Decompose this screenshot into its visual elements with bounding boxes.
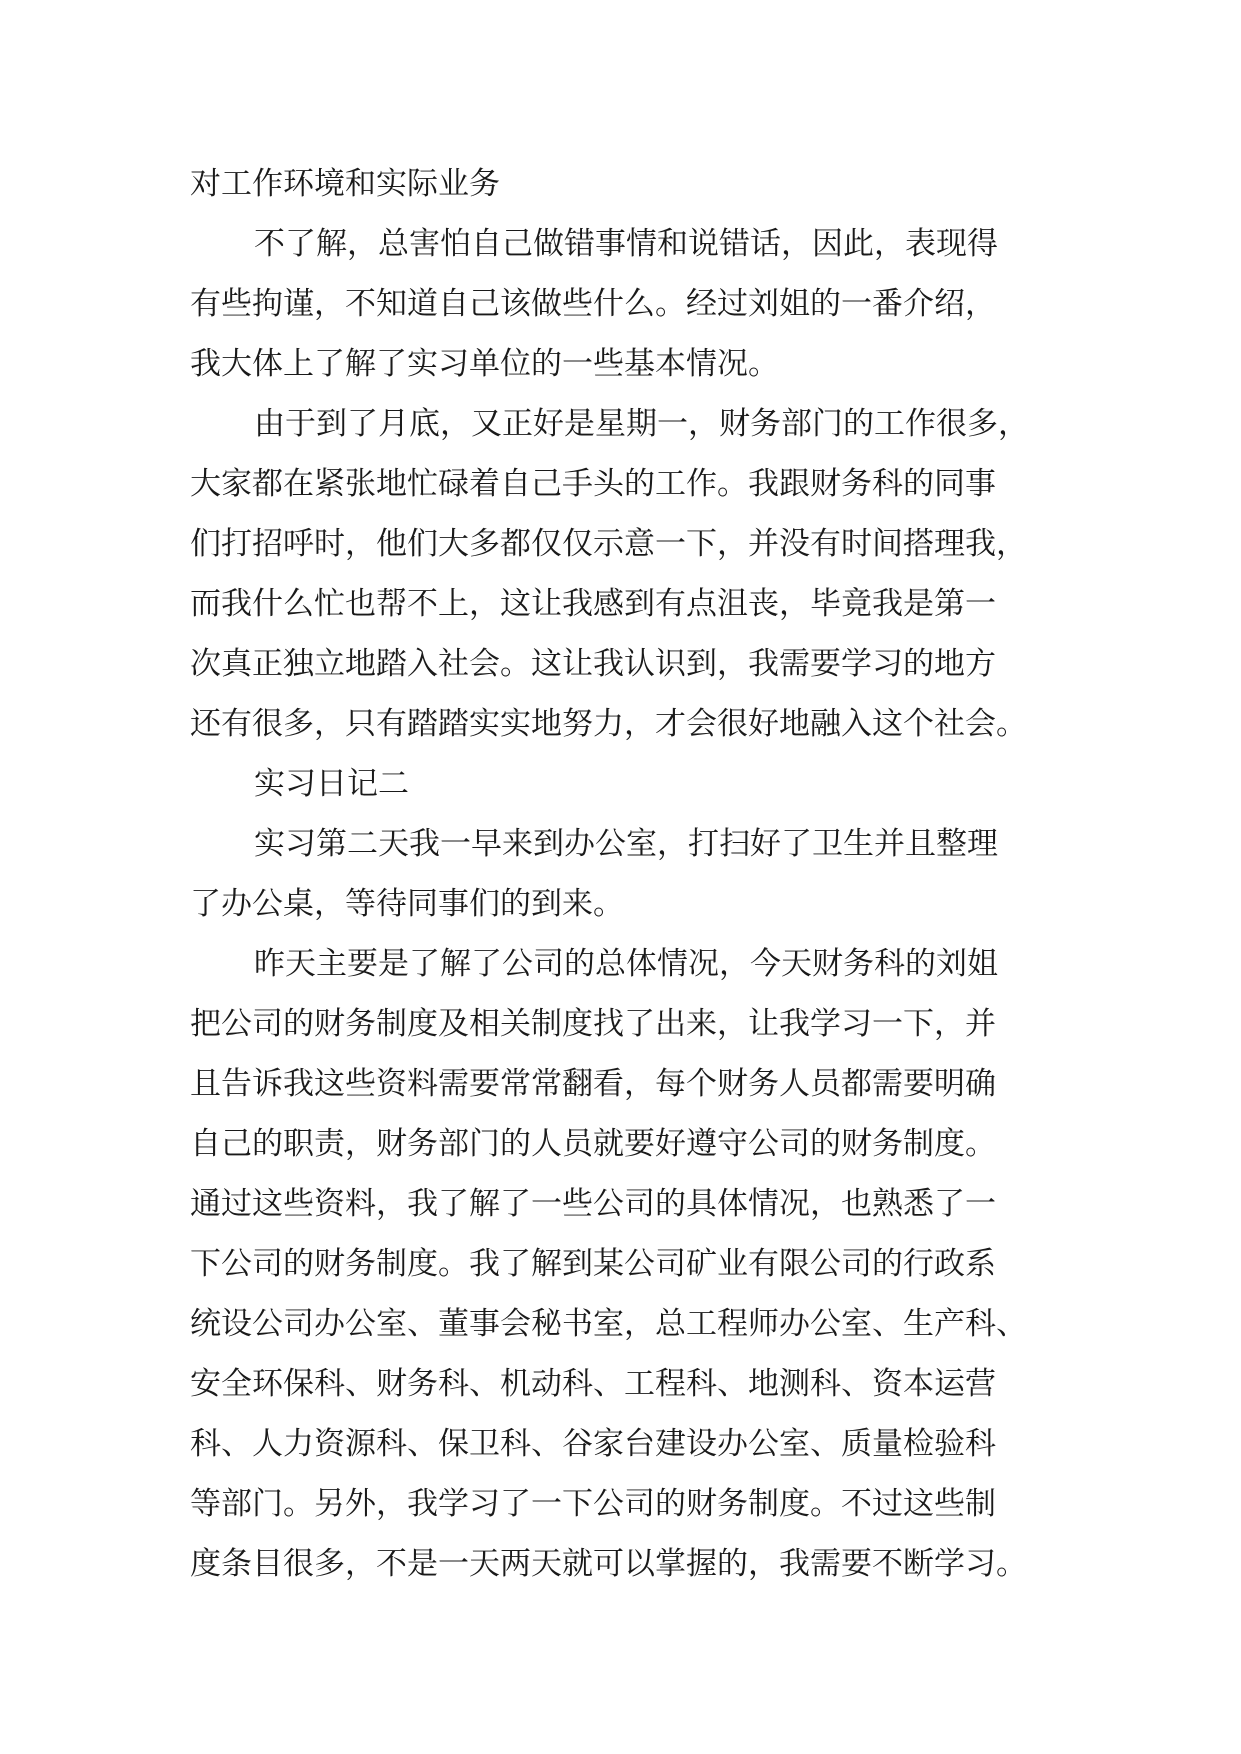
paragraph-first-line: 昨天主要是了解了公司的总体情况，今天财务科的刘姐 — [254, 946, 998, 982]
text-line: 有些拘谨，不知道自己该做些什么。经过刘姐的一番介绍， — [190, 286, 996, 322]
text-line: 下公司的财务制度。我了解到某公司矿业有限公司的行政系 — [190, 1246, 996, 1282]
text-line: 把公司的财务制度及相关制度找了出来，让我学习一下，并 — [190, 1006, 996, 1042]
body-text — [190, 154, 1070, 1594]
text-line: 们打招呼时，他们大多都仅仅示意一下，并没有时间搭理我， — [190, 526, 1027, 562]
text-line: 安全环保科、财务科、机动科、工程科、地测科、资本运营 — [190, 1366, 996, 1402]
text-line: 次真正独立地踏入社会。这让我认识到，我需要学习的地方 — [190, 646, 996, 682]
text-line: 而我什么忙也帮不上，这让我感到有点沮丧，毕竟我是第一 — [190, 586, 996, 622]
text-line: 且告诉我这些资料需要常常翻看，每个财务人员都需要明确 — [190, 1066, 996, 1102]
text-line: 科、人力资源科、保卫科、谷家台建设办公室、质量检验科 — [190, 1426, 996, 1462]
section-heading: 实习日记二 — [254, 766, 409, 802]
text-line: 等部门。另外，我学习了一下公司的财务制度。不过这些制 — [190, 1486, 996, 1522]
text-line: 对工作环境和实际业务 — [190, 166, 500, 202]
text-line: 通过这些资料，我了解了一些公司的具体情况，也熟悉了一 — [190, 1186, 996, 1222]
text-line: 度条目很多，不是一天两天就可以掌握的，我需要不断学习。 — [190, 1546, 1027, 1582]
paragraph-first-line: 由于到了月底，又正好是星期一，财务部门的工作很多， — [254, 406, 1029, 442]
paragraph-first-line: 实习第二天我一早来到办公室，打扫好了卫生并且整理 — [254, 826, 998, 862]
text-line: 统设公司办公室、董事会秘书室，总工程师办公室、生产科、 — [190, 1306, 1027, 1342]
text-line: 自己的职责，财务部门的人员就要好遵守公司的财务制度。 — [190, 1126, 996, 1162]
text-line: 还有很多，只有踏踏实实地努力，才会很好地融入这个社会。 — [190, 706, 1027, 742]
text-line: 大家都在紧张地忙碌着自己手头的工作。我跟财务科的同事 — [190, 466, 996, 502]
text-line: 我大体上了解了实习单位的一些基本情况。 — [190, 346, 779, 382]
paragraph-first-line: 不了解，总害怕自己做错事情和说错话，因此，表现得 — [254, 226, 998, 262]
text-line: 了办公桌，等待同事们的到来。 — [190, 886, 624, 922]
